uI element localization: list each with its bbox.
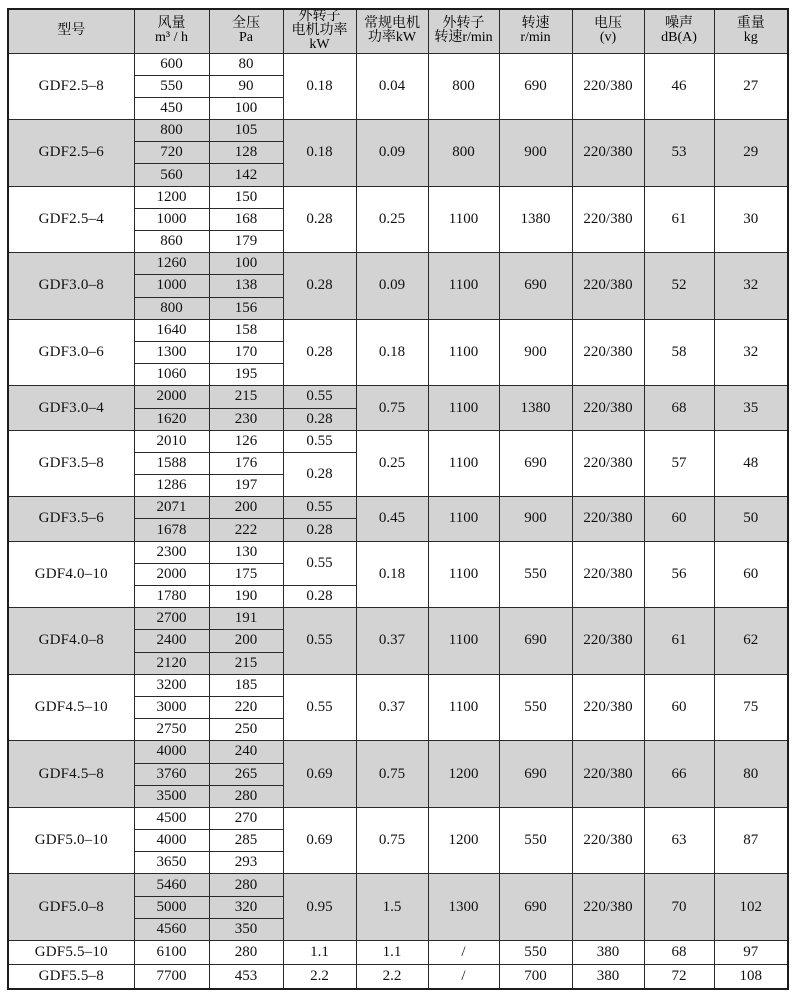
- rotor-power-cell: 0.55: [283, 674, 356, 741]
- weight-cell: 27: [714, 53, 788, 120]
- voltage-cell: 380: [572, 941, 644, 965]
- rotor-power-cell: 0.28: [283, 408, 356, 430]
- rotor-speed-cell: /: [428, 941, 499, 965]
- airflow-cell: 2071: [134, 497, 209, 519]
- column-header-rotor_speed: 外转子 转速r/min: [428, 9, 499, 53]
- speed-cell: 550: [499, 674, 572, 741]
- voltage-cell: 220/380: [572, 741, 644, 808]
- pressure-cell: 265: [209, 763, 283, 785]
- weight-cell: 32: [714, 253, 788, 320]
- pressure-cell: 130: [209, 541, 283, 563]
- pressure-cell: 105: [209, 120, 283, 142]
- noise-cell: 52: [644, 253, 714, 320]
- rotor-power-cell: 0.55: [283, 608, 356, 675]
- pressure-cell: 220: [209, 696, 283, 718]
- pressure-cell: 100: [209, 253, 283, 275]
- pressure-cell: 215: [209, 652, 283, 674]
- column-header-rotor_power: 外转子 电机功率 kW: [283, 9, 356, 53]
- pressure-cell: 176: [209, 452, 283, 474]
- speed-cell: 700: [499, 965, 572, 989]
- model-cell: GDF3.0–8: [8, 253, 134, 320]
- column-header-speed: 转速 r/min: [499, 9, 572, 53]
- model-cell: GDF3.0–4: [8, 386, 134, 430]
- rotor-speed-cell: 1100: [428, 674, 499, 741]
- weight-cell: 50: [714, 497, 788, 541]
- voltage-cell: 220/380: [572, 319, 644, 386]
- rotor-power-cell: 0.55: [283, 430, 356, 452]
- table-row: [8, 807, 788, 829]
- motor-power-cell: 1.5: [356, 874, 428, 941]
- speed-cell: 900: [499, 319, 572, 386]
- motor-power-cell: 0.75: [356, 386, 428, 430]
- weight-cell: 29: [714, 120, 788, 187]
- rotor-speed-cell: 1100: [428, 430, 499, 497]
- motor-power-cell: 0.04: [356, 53, 428, 120]
- noise-cell: 68: [644, 386, 714, 430]
- voltage-cell: 220/380: [572, 608, 644, 675]
- airflow-cell: 2000: [134, 386, 209, 408]
- motor-power-cell: 0.75: [356, 741, 428, 808]
- motor-power-cell: 0.37: [356, 608, 428, 675]
- model-cell: GDF2.5–6: [8, 120, 134, 187]
- weight-cell: 97: [714, 941, 788, 965]
- column-header-model: 型号: [8, 9, 134, 53]
- pressure-cell: 190: [209, 586, 283, 608]
- motor-power-cell: 0.09: [356, 253, 428, 320]
- airflow-cell: 1000: [134, 208, 209, 230]
- airflow-cell: 3760: [134, 763, 209, 785]
- speed-cell: 690: [499, 608, 572, 675]
- voltage-cell: 220/380: [572, 53, 644, 120]
- weight-cell: 108: [714, 965, 788, 989]
- noise-cell: 53: [644, 120, 714, 187]
- rotor-speed-cell: 800: [428, 120, 499, 187]
- rotor-speed-cell: 1100: [428, 386, 499, 430]
- weight-cell: 30: [714, 186, 788, 253]
- airflow-cell: 600: [134, 53, 209, 75]
- rotor-power-cell: 0.55: [283, 386, 356, 408]
- airflow-cell: 2120: [134, 652, 209, 674]
- rotor-speed-cell: 1100: [428, 186, 499, 253]
- airflow-cell: 800: [134, 120, 209, 142]
- model-cell: GDF4.5–8: [8, 741, 134, 808]
- rotor-speed-cell: 1300: [428, 874, 499, 941]
- rotor-power-cell: 0.55: [283, 497, 356, 519]
- pressure-cell: 175: [209, 563, 283, 585]
- airflow-cell: 1620: [134, 408, 209, 430]
- noise-cell: 60: [644, 674, 714, 741]
- noise-cell: 68: [644, 941, 714, 965]
- speed-cell: 900: [499, 497, 572, 541]
- pressure-cell: 168: [209, 208, 283, 230]
- model-cell: GDF5.5–8: [8, 965, 134, 989]
- noise-cell: 70: [644, 874, 714, 941]
- voltage-cell: 220/380: [572, 386, 644, 430]
- model-cell: GDF4.0–8: [8, 608, 134, 675]
- table-row: [8, 253, 788, 275]
- weight-cell: 32: [714, 319, 788, 386]
- motor-power-cell: 0.25: [356, 430, 428, 497]
- airflow-cell: 3650: [134, 852, 209, 874]
- model-cell: GDF3.5–6: [8, 497, 134, 541]
- voltage-cell: 220/380: [572, 120, 644, 187]
- airflow-cell: 2000: [134, 563, 209, 585]
- noise-cell: 72: [644, 965, 714, 989]
- voltage-cell: 220/380: [572, 253, 644, 320]
- pressure-cell: 280: [209, 941, 283, 965]
- column-header-pressure: 全压 Pa: [209, 9, 283, 53]
- airflow-cell: 4000: [134, 830, 209, 852]
- rotor-speed-cell: 800: [428, 53, 499, 120]
- pressure-cell: 293: [209, 852, 283, 874]
- noise-cell: 60: [644, 497, 714, 541]
- airflow-cell: 1060: [134, 364, 209, 386]
- rotor-power-cell: 0.69: [283, 741, 356, 808]
- speed-cell: 690: [499, 53, 572, 120]
- rotor-power-cell: 2.2: [283, 965, 356, 989]
- table-row: [8, 319, 788, 341]
- noise-cell: 61: [644, 186, 714, 253]
- column-header-motor_power: 常规电机 功率kW: [356, 9, 428, 53]
- voltage-cell: 220/380: [572, 430, 644, 497]
- motor-power-cell: 0.75: [356, 807, 428, 874]
- table-row: [8, 120, 788, 142]
- weight-cell: 48: [714, 430, 788, 497]
- rotor-speed-cell: 1100: [428, 608, 499, 675]
- model-cell: GDF4.0–10: [8, 541, 134, 608]
- pressure-cell: 230: [209, 408, 283, 430]
- airflow-cell: 4000: [134, 741, 209, 763]
- noise-cell: 57: [644, 430, 714, 497]
- noise-cell: 46: [644, 53, 714, 120]
- voltage-cell: 380: [572, 965, 644, 989]
- motor-power-cell: 2.2: [356, 965, 428, 989]
- airflow-cell: 860: [134, 231, 209, 253]
- rotor-speed-cell: /: [428, 965, 499, 989]
- pressure-cell: 170: [209, 341, 283, 363]
- motor-power-cell: 1.1: [356, 941, 428, 965]
- rotor-power-cell: 0.69: [283, 807, 356, 874]
- airflow-cell: 5460: [134, 874, 209, 896]
- column-header-weight: 重量 kg: [714, 9, 788, 53]
- table-row: [8, 430, 788, 452]
- pressure-cell: 280: [209, 874, 283, 896]
- pressure-cell: 128: [209, 142, 283, 164]
- speed-cell: 550: [499, 807, 572, 874]
- weight-cell: 75: [714, 674, 788, 741]
- pressure-cell: 195: [209, 364, 283, 386]
- airflow-cell: 550: [134, 75, 209, 97]
- model-cell: GDF3.0–6: [8, 319, 134, 386]
- airflow-cell: 2700: [134, 608, 209, 630]
- header-row: [8, 9, 788, 53]
- speed-cell: 690: [499, 253, 572, 320]
- pressure-cell: 285: [209, 830, 283, 852]
- model-cell: GDF5.0–8: [8, 874, 134, 941]
- pressure-cell: 138: [209, 275, 283, 297]
- model-cell: GDF2.5–8: [8, 53, 134, 120]
- pressure-cell: 200: [209, 630, 283, 652]
- airflow-cell: 3500: [134, 785, 209, 807]
- rotor-power-cell: 0.18: [283, 53, 356, 120]
- table-row: [8, 941, 788, 965]
- airflow-cell: 1588: [134, 452, 209, 474]
- table-row: [8, 497, 788, 519]
- speed-cell: 690: [499, 741, 572, 808]
- pressure-cell: 250: [209, 719, 283, 741]
- table-row: [8, 186, 788, 208]
- noise-cell: 66: [644, 741, 714, 808]
- rotor-speed-cell: 1100: [428, 497, 499, 541]
- rotor-power-cell: 1.1: [283, 941, 356, 965]
- airflow-cell: 6100: [134, 941, 209, 965]
- column-header-airflow: 风量 m³ / h: [134, 9, 209, 53]
- pressure-cell: 191: [209, 608, 283, 630]
- pressure-cell: 90: [209, 75, 283, 97]
- rotor-power-cell: 0.28: [283, 319, 356, 386]
- speed-cell: 550: [499, 541, 572, 608]
- rotor-speed-cell: 1200: [428, 807, 499, 874]
- airflow-cell: 720: [134, 142, 209, 164]
- noise-cell: 58: [644, 319, 714, 386]
- voltage-cell: 220/380: [572, 674, 644, 741]
- pressure-cell: 453: [209, 965, 283, 989]
- column-header-noise: 噪声 dB(A): [644, 9, 714, 53]
- airflow-cell: 450: [134, 97, 209, 119]
- airflow-cell: 560: [134, 164, 209, 186]
- airflow-cell: 1200: [134, 186, 209, 208]
- pressure-cell: 197: [209, 475, 283, 497]
- pressure-cell: 80: [209, 53, 283, 75]
- pressure-cell: 350: [209, 918, 283, 940]
- airflow-cell: 4500: [134, 807, 209, 829]
- pressure-cell: 240: [209, 741, 283, 763]
- pressure-cell: 200: [209, 497, 283, 519]
- airflow-cell: 3200: [134, 674, 209, 696]
- voltage-cell: 220/380: [572, 541, 644, 608]
- airflow-cell: 1000: [134, 275, 209, 297]
- motor-power-cell: 0.18: [356, 319, 428, 386]
- pressure-cell: 280: [209, 785, 283, 807]
- noise-cell: 56: [644, 541, 714, 608]
- speed-cell: 690: [499, 874, 572, 941]
- motor-power-cell: 0.45: [356, 497, 428, 541]
- airflow-cell: 5000: [134, 896, 209, 918]
- weight-cell: 102: [714, 874, 788, 941]
- airflow-cell: 1640: [134, 319, 209, 341]
- noise-cell: 61: [644, 608, 714, 675]
- voltage-cell: 220/380: [572, 874, 644, 941]
- pressure-cell: 156: [209, 297, 283, 319]
- motor-power-cell: 0.09: [356, 120, 428, 187]
- model-cell: GDF2.5–4: [8, 186, 134, 253]
- model-cell: GDF5.5–10: [8, 941, 134, 965]
- airflow-cell: 2300: [134, 541, 209, 563]
- table-row: [8, 608, 788, 630]
- pressure-cell: 320: [209, 896, 283, 918]
- rotor-speed-cell: 1100: [428, 541, 499, 608]
- airflow-cell: 2010: [134, 430, 209, 452]
- pressure-cell: 215: [209, 386, 283, 408]
- pressure-cell: 185: [209, 674, 283, 696]
- table-body: [8, 53, 788, 989]
- table-row: [8, 541, 788, 563]
- rotor-power-cell: 0.18: [283, 120, 356, 187]
- rotor-power-cell: 0.95: [283, 874, 356, 941]
- pressure-cell: 126: [209, 430, 283, 452]
- rotor-speed-cell: 1100: [428, 319, 499, 386]
- rotor-power-cell: 0.55: [283, 541, 356, 585]
- voltage-cell: 220/380: [572, 497, 644, 541]
- airflow-cell: 1300: [134, 341, 209, 363]
- airflow-cell: 1286: [134, 475, 209, 497]
- pressure-cell: 270: [209, 807, 283, 829]
- table-row: [8, 674, 788, 696]
- airflow-cell: 2750: [134, 719, 209, 741]
- airflow-cell: 4560: [134, 918, 209, 940]
- pressure-cell: 158: [209, 319, 283, 341]
- weight-cell: 80: [714, 741, 788, 808]
- table-row: [8, 386, 788, 408]
- column-header-voltage: 电压 (v): [572, 9, 644, 53]
- motor-power-cell: 0.18: [356, 541, 428, 608]
- weight-cell: 62: [714, 608, 788, 675]
- weight-cell: 60: [714, 541, 788, 608]
- pressure-cell: 142: [209, 164, 283, 186]
- pressure-cell: 100: [209, 97, 283, 119]
- motor-power-cell: 0.37: [356, 674, 428, 741]
- rotor-power-cell: 0.28: [283, 519, 356, 541]
- airflow-cell: 1780: [134, 586, 209, 608]
- airflow-cell: 1260: [134, 253, 209, 275]
- speed-cell: 900: [499, 120, 572, 187]
- table-row: [8, 741, 788, 763]
- airflow-cell: 800: [134, 297, 209, 319]
- weight-cell: 35: [714, 386, 788, 430]
- speed-cell: 1380: [499, 386, 572, 430]
- weight-cell: 87: [714, 807, 788, 874]
- model-cell: GDF5.0–10: [8, 807, 134, 874]
- noise-cell: 63: [644, 807, 714, 874]
- rotor-speed-cell: 1100: [428, 253, 499, 320]
- spec-table: [7, 8, 789, 990]
- voltage-cell: 220/380: [572, 807, 644, 874]
- speed-cell: 1380: [499, 186, 572, 253]
- model-cell: GDF3.5–8: [8, 430, 134, 497]
- pressure-cell: 222: [209, 519, 283, 541]
- pressure-cell: 179: [209, 231, 283, 253]
- rotor-speed-cell: 1200: [428, 741, 499, 808]
- speed-cell: 550: [499, 941, 572, 965]
- model-cell: GDF4.5–10: [8, 674, 134, 741]
- rotor-power-cell: 0.28: [283, 586, 356, 608]
- table-row: [8, 965, 788, 989]
- speed-cell: 690: [499, 430, 572, 497]
- rotor-power-cell: 0.28: [283, 186, 356, 253]
- table-header: [8, 9, 788, 53]
- pressure-cell: 150: [209, 186, 283, 208]
- airflow-cell: 1678: [134, 519, 209, 541]
- voltage-cell: 220/380: [572, 186, 644, 253]
- motor-power-cell: 0.25: [356, 186, 428, 253]
- airflow-cell: 2400: [134, 630, 209, 652]
- rotor-power-cell: 0.28: [283, 253, 356, 320]
- airflow-cell: 3000: [134, 696, 209, 718]
- table-row: [8, 874, 788, 896]
- airflow-cell: 7700: [134, 965, 209, 989]
- table-row: [8, 53, 788, 75]
- rotor-power-cell: 0.28: [283, 452, 356, 496]
